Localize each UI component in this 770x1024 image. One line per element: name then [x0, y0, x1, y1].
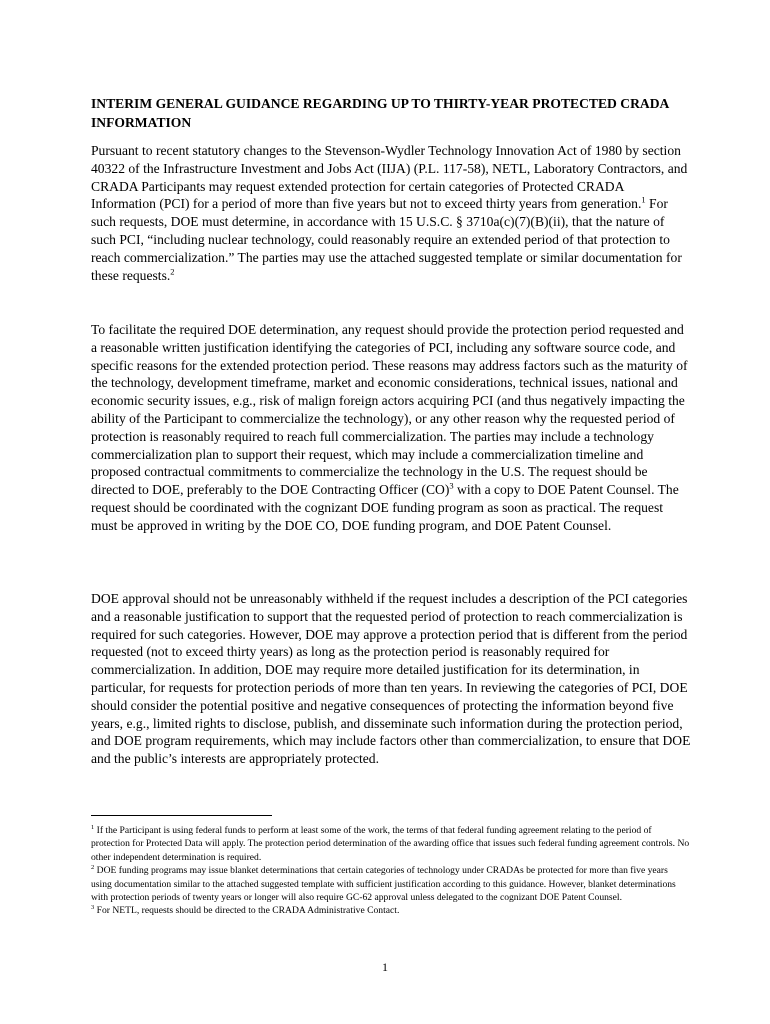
- footnote-1: [91, 824, 691, 864]
- document-title: INTERIM GENERAL GUIDANCE REGARDING UP TO THIRTY-YEAR PROTECTED CRADA INFORMATION: [91, 96, 669, 130]
- paragraph-2: [91, 321, 691, 535]
- footnote-3: [91, 904, 691, 917]
- footnote-1-text: If the Participant is using federal funds to perform at least some of the work, the terms of that federal funding agreement relating to the period of protection for Protected Data will apply. The protection period determination of the awarding office that issues such federal funding agreement controls. No other independent determination is required.: [91, 825, 690, 863]
- paragraph-3: DOE approval should not be unreasonably withheld if the request includes a description of the PCI categories and a reasonable justification to support that the requested period of protection to reach commercialization is required for such categories. However, DOE may approve a protection period that is different from the period requested (not to exceed thirty years) as long as the protection period is reasonably required for commercialization. In addition, DOE may require more detailed justification for its determination, in particular, for requests for protection periods of more than ten years. In reviewing the categories of PCI, DOE should consider the potential positive and negative consequences of protecting the information beyond five years, e.g., limited rights to disclose, publish, and disseminate such information during the protection period, and DOE program requirements, which may include factors other than commercialization, to ensure that DOE and the public’s interests are appropriately protected.: [91, 591, 691, 767]
- footnote-3-text: For NETL, requests should be directed to the CRADA Administrative Contact.: [94, 905, 400, 917]
- footnote-ref-3[interactable]: 3: [449, 480, 454, 491]
- paragraph-1-text-a: Pursuant to recent statutory changes to the Stevenson-Wydler Technology Innovation Act of 1980 by section 40322 of the Infrastructure Investment and Jobs Act (IIJA) (P.L. 117-58), NETL, Laboratory Contractors, and CRADA Participants may request extended protection for certain categories of Protected CRADA Information (PCI) for a period of more than five years but not to exceed thirty years from generation.: [91, 143, 688, 212]
- paragraph-1: [91, 142, 691, 284]
- footnote-2-marker: 2: [91, 864, 95, 872]
- paragraph-2-text-a: To facilitate the required DOE determination, any request should provide the protection period requested and a reasonable written justification identifying the categories of PCI, including any software source code, and specific reasons for the extended protection period. These reasons may address factors such as the maturity of the technology, development timeframe, market and economic considerations, technical issues, national and economic security issues, e.g., risk of malign foreign actors acquiring PCI (and thus negatively impacting the ability of the Participant to commercialize the technology), or any other reason why the requested period of protection is reasonably required to reach full commercialization. The parties may include a technology commercialization plan to support their request, which may include a commercialization timeline and proposed contractual commitments to commercialize the technology in the U.S. The request should be directed to DOE, preferably to the DOE Contracting Officer (CO): [91, 322, 688, 498]
- paragraph-1-text-b: For such requests, DOE must determine, in accordance with 15 U.S.C. § 3710a(c)(7)(B)(ii), that the nature of such PCI, “including nuclear technology, could reasonably require an extended period of that protection to reach commercialization.” The parties may use the attached suggested template or similar documentation for these requests.: [91, 196, 682, 283]
- paragraph-2-text-b: with a copy to DOE Patent Counsel. The request should be coordinated with the cognizant DOE funding program as soon as practical. The request must be approved in writing by the DOE CO, DOE funding program, and DOE Patent Counsel.: [91, 482, 679, 533]
- footnote-2: [91, 864, 691, 904]
- footnotes: [91, 824, 691, 918]
- footnote-3-marker: 3: [91, 904, 95, 912]
- footnote-1-marker: 1: [91, 823, 95, 831]
- page-number: 1: [382, 960, 388, 974]
- footnote-separator: [91, 815, 272, 816]
- footnote-2-text: DOE funding programs may issue blanket determinations that certain categories of technology under CRADAs be protected for more than five years using documentation similar to the attached suggested template with sufficient justification according to this guidance. However, blanket determinations with protection periods of twenty years or longer will also require GC-62 approval unless delegated to the cognizant DOE Patent Counsel.: [91, 865, 676, 904]
- footnote-ref-2[interactable]: 2: [170, 266, 175, 277]
- footnote-ref-1[interactable]: 1: [641, 194, 646, 205]
